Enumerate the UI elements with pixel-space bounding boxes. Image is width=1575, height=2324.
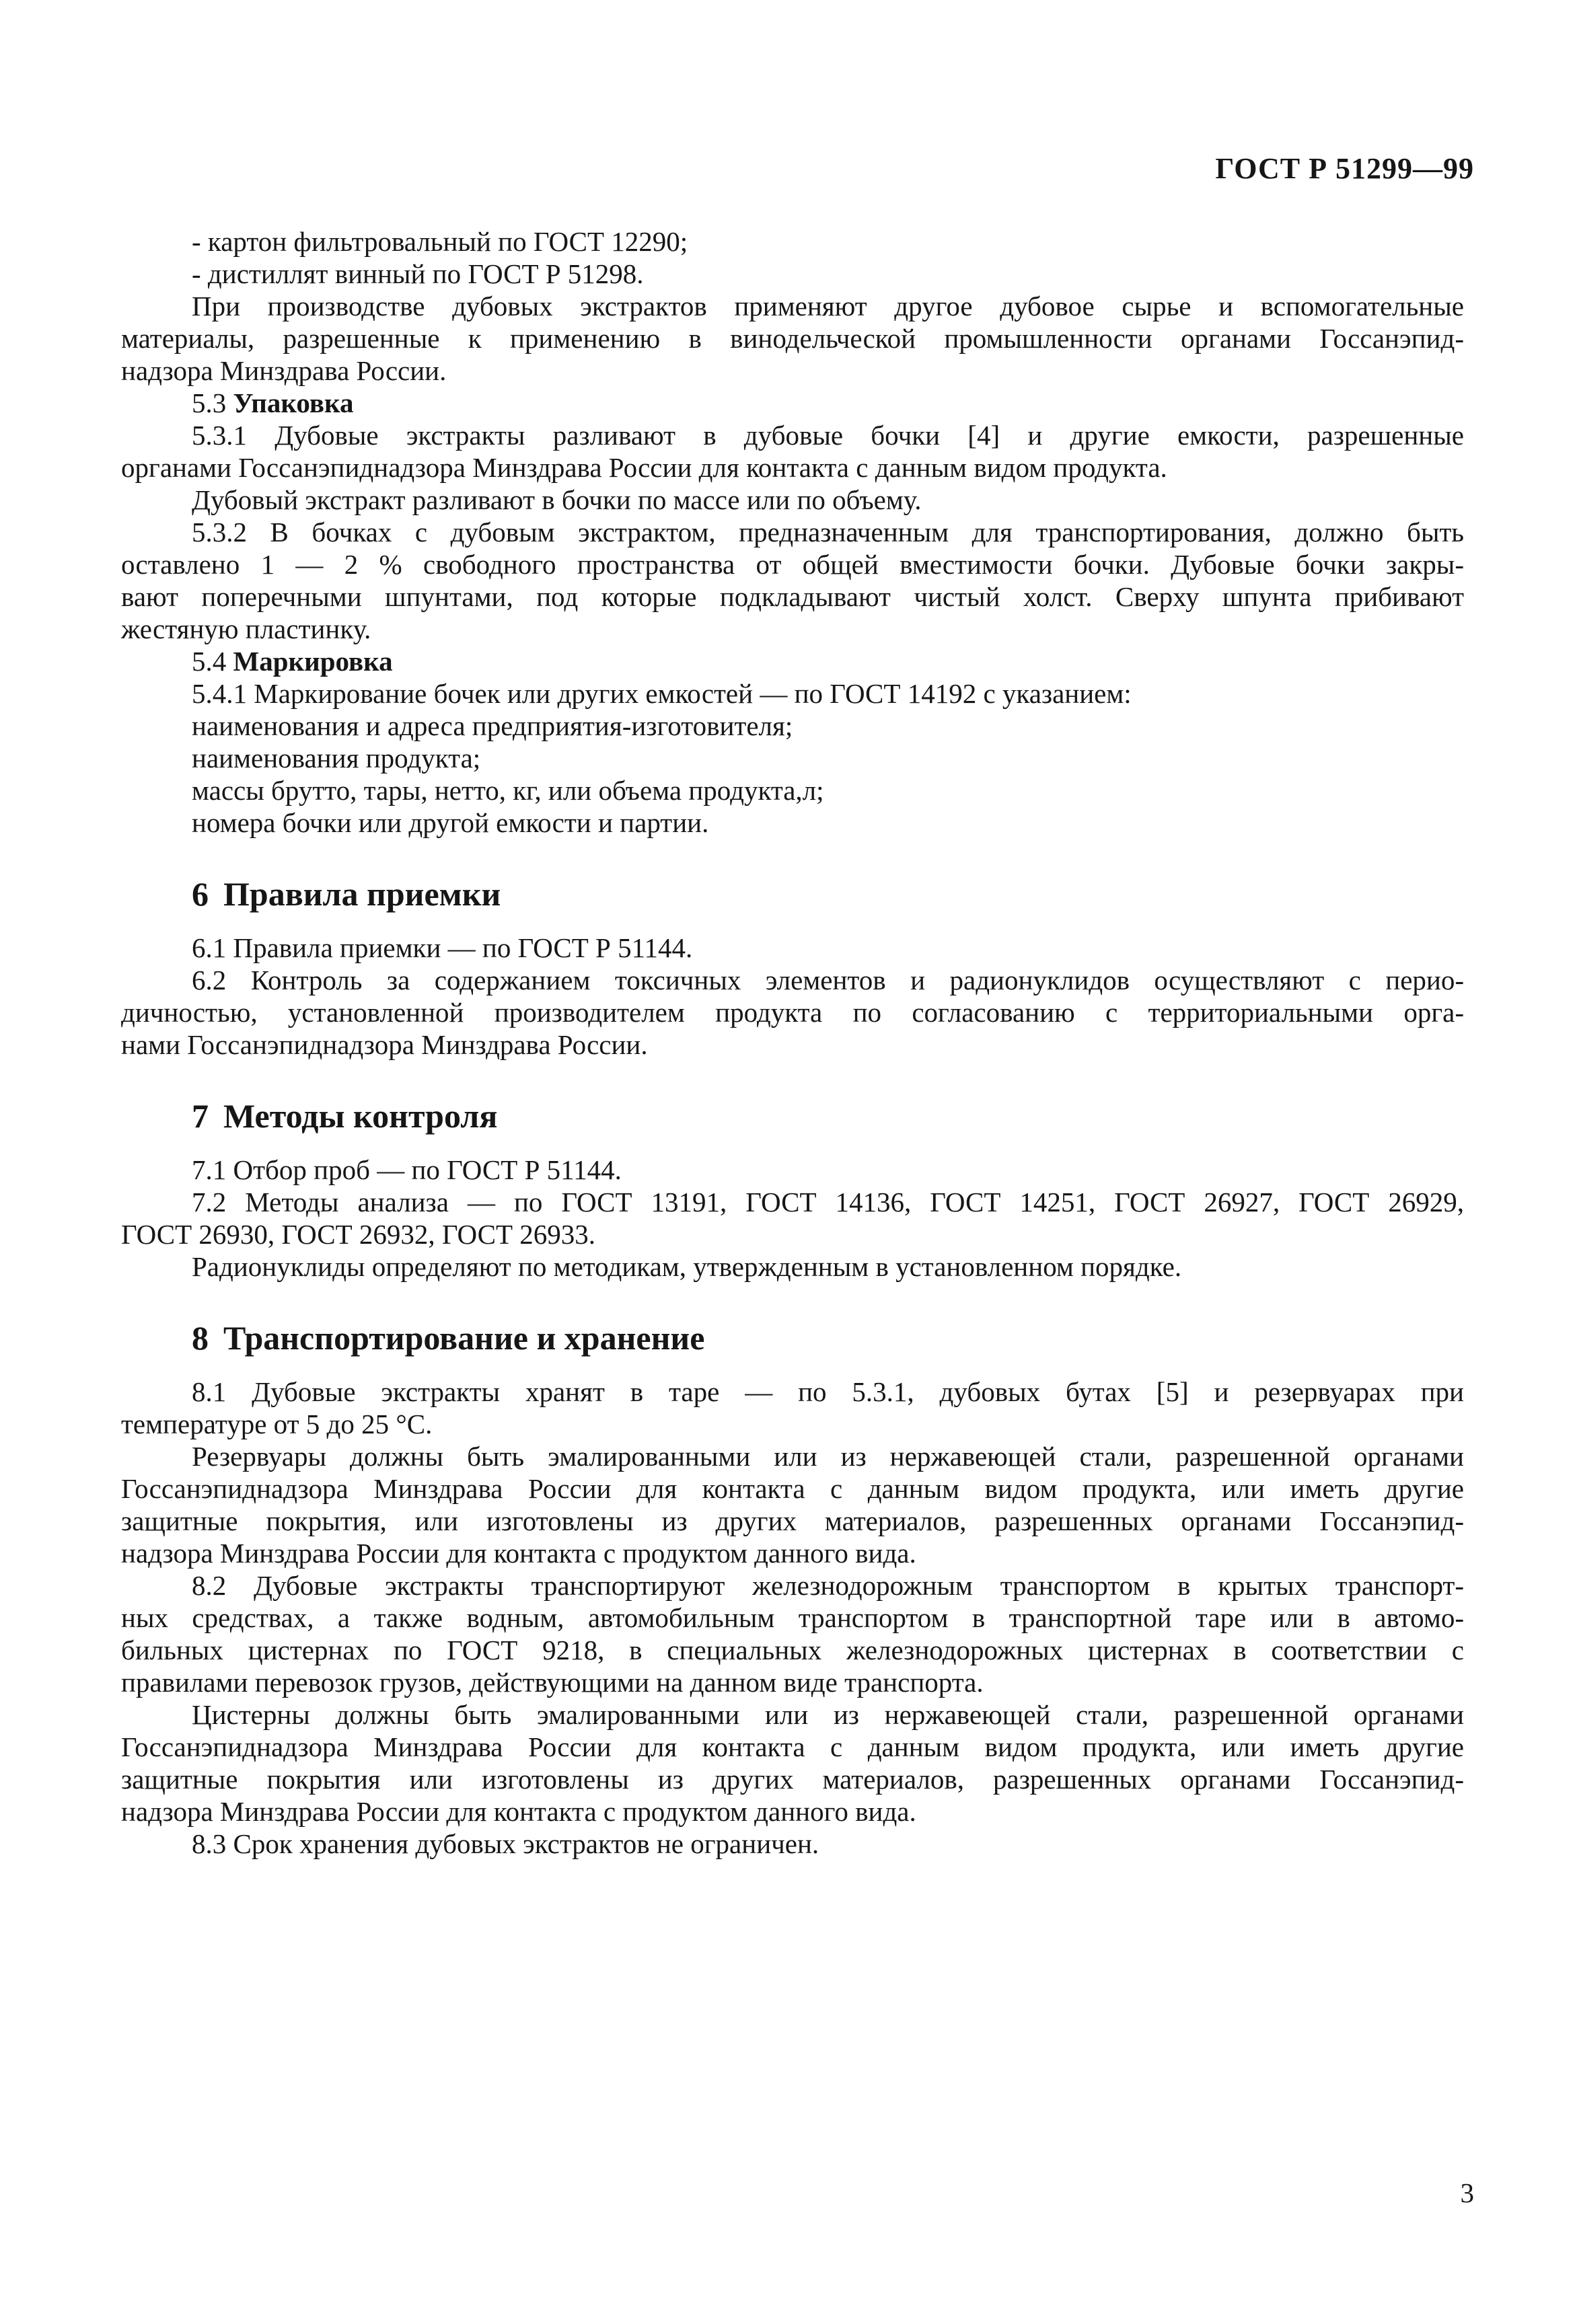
section-number: 7 xyxy=(192,1097,209,1135)
document-code: ГОСТ Р 51299—99 xyxy=(1215,152,1474,185)
subsection-heading-5-3 xyxy=(121,387,1464,419)
page-number: 3 xyxy=(1460,2177,1474,2208)
paragraph-line: температуре от 5 до 25 °С. xyxy=(121,1409,433,1439)
materials-list xyxy=(121,225,1464,290)
section-heading-7 xyxy=(121,1096,1464,1136)
paragraph-5-4-1: 5.4.1 Маркирование бочек или других емкостей — по ГОСТ 14192 с указанием: xyxy=(192,678,1132,709)
paragraph-line: 5.3.2 В бочках с дубовым экстрактом, предназначенным для транспортирования, должно быть xyxy=(192,517,1464,548)
paragraph-line: вают поперечными шпунтами, под которые подкладывают чистый холст. Сверху шпунта прибивают xyxy=(121,581,1464,612)
section-title: Правила приемки xyxy=(223,875,501,913)
section-number: 8 xyxy=(192,1319,209,1357)
paragraph-line: оставлено 1 — 2 % свободного пространства от общей вместимости бочки. Дубовые бочки закры- xyxy=(121,549,1464,580)
paragraph-line: ных средствах, а также водным, автомобильным транспортом в транспортной таре или в автомо- xyxy=(121,1602,1464,1633)
list-item: наименования и адреса предприятия-изготовителя; xyxy=(192,710,793,741)
paragraph-line: 8.1 Дубовые экстракты хранят в таре — по 5.3.1, дубовых бутах [5] и резервуарах при xyxy=(192,1376,1464,1407)
paragraph-other-materials xyxy=(121,290,1464,387)
paragraph-line: надзора Минздрава России для контакта с продуктом данного вида. xyxy=(121,1538,916,1569)
section-title: Транспортирование и хранение xyxy=(223,1319,705,1357)
paragraph-line: правилами перевозок грузов, действующими на данном виде транспорта. xyxy=(121,1667,984,1698)
paragraph-line: защитные покрытия или изготовлены из других материалов, разрешенных органами Госсанэпид- xyxy=(121,1764,1464,1795)
list-item: массы брутто, тары, нетто, кг, или объема продукта,л; xyxy=(192,775,824,806)
paragraph-line: 6.2 Контроль за содержанием токсичных элементов и радионуклидов осуществляют с перио- xyxy=(192,965,1464,996)
paragraph-radionuclides: Радионуклиды определяют по методикам, утвержденным в установленном порядке. xyxy=(192,1251,1182,1282)
paragraph-barrel-filling: Дубовый экстракт разливают в бочки по массе или по объему. xyxy=(192,484,922,515)
subsection-title: Упаковка xyxy=(233,387,354,418)
paragraph-line: Госсанэпиднадзора Минздрава России для контакта с данным видом продукта, или иметь другие xyxy=(121,1731,1464,1762)
paragraph-tanks xyxy=(121,1698,1464,1828)
paragraph-5-3-2 xyxy=(121,516,1464,645)
paragraph-reservoirs xyxy=(121,1440,1464,1569)
section-title: Методы контроля xyxy=(223,1097,498,1135)
paragraph-6-2 xyxy=(121,964,1464,1061)
paragraph-line: защитные покрытия, или изготовлены из других материалов, разрешенных органами Госсанэпид- xyxy=(121,1505,1464,1536)
paragraph-line: надзора Минздрава России. xyxy=(121,355,447,386)
paragraph-line: бильных цистернах по ГОСТ 9218, в специальных железнодорожных цистернах в соответствии с xyxy=(121,1635,1464,1665)
list-item: - дистиллят винный по ГОСТ Р 51298. xyxy=(192,258,644,289)
section-heading-8 xyxy=(121,1318,1464,1358)
document-body xyxy=(121,225,1464,1860)
paragraph-line: надзора Минздрава России для контакта с продуктом данного вида. xyxy=(121,1796,916,1827)
paragraph-8-3: 8.3 Срок хранения дубовых экстрактов не ограничен. xyxy=(192,1828,819,1859)
list-item: - картон фильтровальный по ГОСТ 12290; xyxy=(192,226,688,257)
paragraph-8-1 xyxy=(121,1376,1464,1440)
subsection-heading-5-4 xyxy=(121,645,1464,677)
paragraph-line: Цистерны должны быть эмалированными или из нержавеющей стали, разрешенной органами xyxy=(192,1699,1464,1730)
paragraph-6-1: 6.1 Правила приемки — по ГОСТ Р 51144. xyxy=(192,932,693,963)
paragraph-line: 8.2 Дубовые экстракты транспортируют железнодорожным транспортом в крытых транспорт- xyxy=(192,1570,1464,1601)
marking-list xyxy=(121,710,1464,839)
section-number: 6 xyxy=(192,875,209,913)
subsection-number: 5.3 xyxy=(192,387,227,418)
list-item: номера бочки или другой емкости и партии. xyxy=(192,807,709,838)
subsection-title: Маркировка xyxy=(233,646,393,677)
paragraph-line: Госсанэпиднадзора Минздрава России для контакта с данным видом продукта, или иметь другие xyxy=(121,1473,1464,1504)
paragraph-line: ГОСТ 26930, ГОСТ 26932, ГОСТ 26933. xyxy=(121,1219,596,1250)
paragraph-5-3-1 xyxy=(121,419,1464,484)
section-heading-6 xyxy=(121,874,1464,914)
list-item: наименования продукта; xyxy=(192,743,481,774)
subsection-number: 5.4 xyxy=(192,646,227,677)
paragraph-7-2 xyxy=(121,1186,1464,1250)
paragraph-line: органами Госсанэпиднадзора Минздрава России для контакта с данным видом продукта. xyxy=(121,452,1167,483)
paragraph-line: 7.2 Методы анализа — по ГОСТ 13191, ГОСТ 14136, ГОСТ 14251, ГОСТ 26927, ГОСТ 26929, xyxy=(192,1187,1464,1217)
paragraph-8-2 xyxy=(121,1569,1464,1698)
paragraph-line: нами Госсанэпиднадзора Минздрава России. xyxy=(121,1029,648,1060)
paragraph-line: дичностью, установленной производителем продукта по согласованию с территориальными орга- xyxy=(121,997,1464,1028)
paragraph-line: Резервуары должны быть эмалированными или из нержавеющей стали, разрешенной органами xyxy=(192,1441,1464,1472)
paragraph-line: жестяную пластинку. xyxy=(121,613,371,644)
paragraph-line: 5.3.1 Дубовые экстракты разливают в дубовые бочки [4] и другие емкости, разрешенные xyxy=(192,420,1464,451)
paragraph-line: материалы, разрешенные к применению в винодельческой промышленности органами Госсанэпид- xyxy=(121,323,1464,354)
paragraph-7-1: 7.1 Отбор проб — по ГОСТ Р 51144. xyxy=(192,1154,622,1185)
paragraph-line: При производстве дубовых экстрактов применяют другое дубовое сырье и вспомогательные xyxy=(192,291,1464,322)
